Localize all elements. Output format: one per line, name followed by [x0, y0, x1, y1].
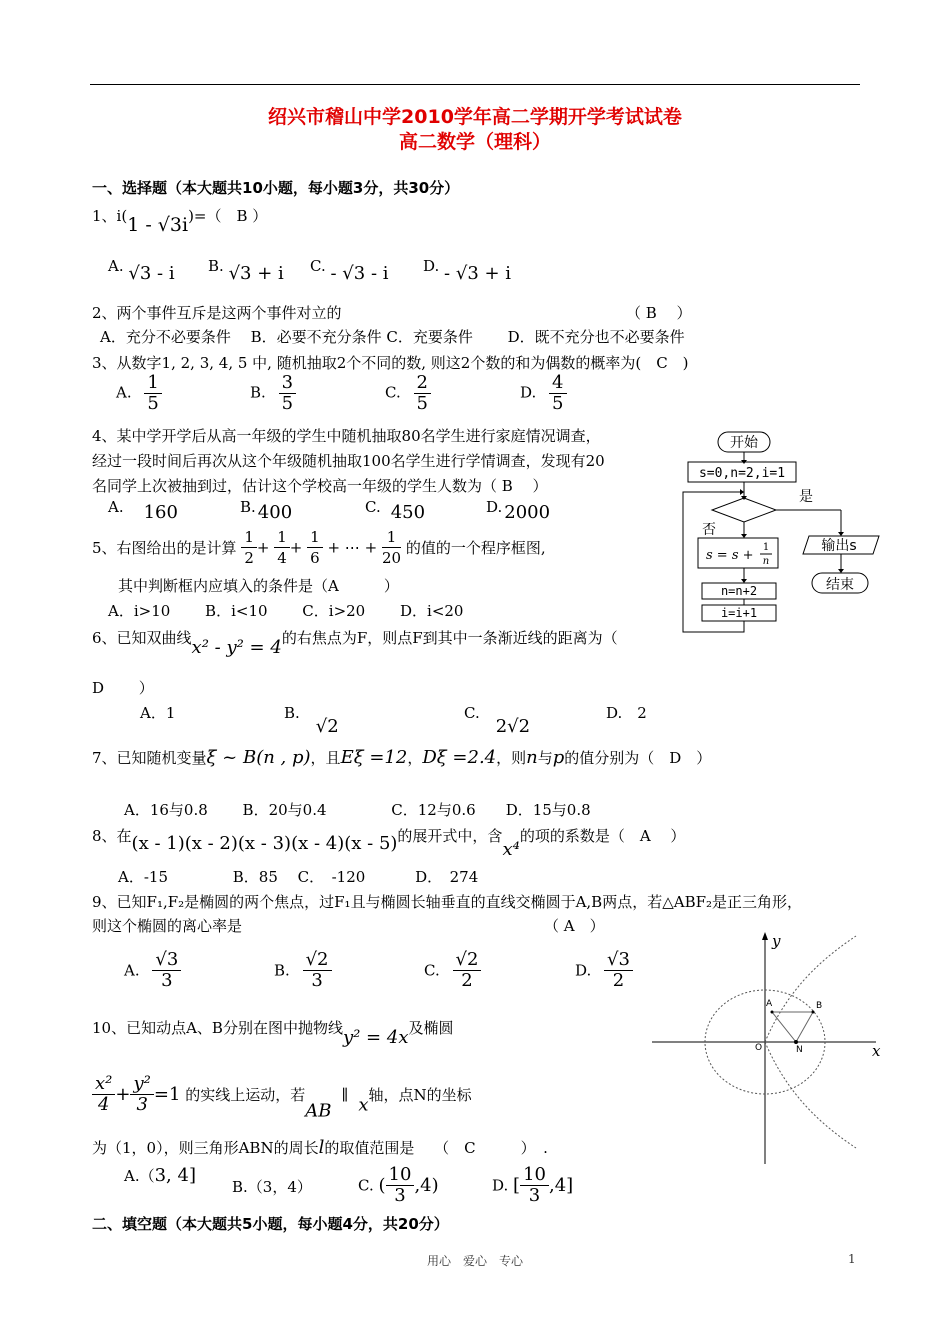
parabola-lower [765, 1042, 856, 1148]
flow-decision [712, 498, 776, 522]
point-a-label: A [766, 999, 773, 1009]
flow-i-label: i=i+1 [720, 606, 758, 620]
q3-option-b: B. $\frac{3}{5}$ [250, 373, 296, 414]
q9-line1: 9、已知F₁,F₂是椭圆的两个焦点，过F₁且与椭圆长轴垂直的直线交椭圆于A,B两点，若△ABF₂是正三角形， [92, 893, 803, 911]
q5-line2: 其中判断框内应填入的条件是（A ） [118, 577, 399, 595]
q5-options: A．i>10 B．i<10 C．i>20 D．i<20 [108, 602, 464, 620]
q9-option-a: A. $\frac{√3}{3}$ [124, 950, 181, 991]
point-n-label: N [796, 1045, 803, 1055]
point-b-label: B [816, 1001, 823, 1011]
q8-stem: 8、在(x - 1)(x - 2)(x - 3)(x - 4)(x - 5)的展开式中，含x⁴的项的系数是（ A ） [92, 827, 686, 860]
q4-option-c: C. 450 [365, 498, 426, 523]
flow-init-label: s=0,n=2,i=1 [698, 466, 786, 481]
q10-option-c: C. ( $\frac{10}{3}$ ,4) [358, 1164, 439, 1206]
x-axis-label: x [872, 1042, 881, 1060]
flow-start-label: 开始 [730, 435, 758, 451]
q1-stem: 1、i(1 - √3i)=（ B ） [92, 207, 268, 236]
q2-stem: 2、两个事件互斥是这两个事件对立的 [92, 304, 342, 322]
flow-no-label: 否 [702, 522, 716, 538]
q1-option-a: A. √3 - i [108, 257, 175, 284]
title-line2: 高二数学（理科） [398, 131, 551, 153]
flow-update-label: s = s + [706, 548, 754, 563]
q3-option-c: C. $\frac{2}{5}$ [385, 373, 431, 414]
q3-option-d: D. $\frac{4}{5}$ [520, 373, 567, 414]
q10-option-b: B.（3，4） [232, 1178, 312, 1196]
q6-option-a: A．1 [140, 704, 176, 722]
q4-line3: 名同学上次被抽到过，估计这个学校高一年级的学生人数为（ B ） [92, 477, 548, 495]
q3-option-a: A. $\frac{1}{5}$ [116, 373, 162, 414]
q6-option-d: D. 2 [606, 704, 647, 722]
parabola-upper [765, 936, 856, 1042]
flowchart [676, 428, 898, 638]
q10-option-d: D. [ $\frac{10}{3}$ ,4] [492, 1164, 574, 1206]
origin-label: O [755, 1043, 763, 1053]
q7-stem: 7、已知随机变量ξ ~ B(n , p)，且Eξ =12，Dξ =2.4，则n与p的值分别为（ D ） [92, 747, 712, 768]
q8-options: A．-15 B．85 C． -120 D． 274 [118, 868, 479, 886]
q10-graph [648, 928, 884, 1168]
section2-heading: 二、填空题（本大题共5小题，每小题4分，共20分） [92, 1215, 449, 1233]
header-rule [90, 84, 860, 85]
y-axis-label: y [772, 932, 781, 950]
q1-option-b: B. √3 + i [208, 257, 284, 284]
q2-answer: （ B ） [626, 304, 692, 322]
q10-option-a: A.（3, 4] [124, 1165, 196, 1186]
q9-line2: 则这个椭圆的离心率是 [92, 917, 243, 935]
flow-end-label: 结束 [826, 577, 854, 593]
q5-stem: 5、右图给出的是计算 $\frac{1}{2}$ + $\frac{1}{4}$ + $\frac{1}{6}$ + ⋯ + $\frac{1}{20}$ 的值的一个程序框图, [92, 528, 546, 567]
q4-line2: 经过一段时间后再次从这个年级随机抽取100名学生进行学情调查，发现有20 [92, 452, 605, 470]
q6-stem: 6、已知双曲线x² - y² = 4的右焦点为F，则点F到其中一条渐近线的距离为（ [92, 629, 618, 658]
flow-output-label: 输出s [821, 538, 857, 554]
q7-options: A．16与0.8 B．20与0.4 C．12与0.6 D．15与0.8 [124, 801, 591, 819]
q9-option-d: D. $\frac{√3}{2}$ [575, 950, 633, 991]
page-number: 1 [848, 1252, 856, 1266]
q9-option-b: B. $\frac{√2}{3}$ [274, 950, 332, 991]
section1-heading: 一、选择题（本大题共10小题，每小题3分，共30分） [92, 179, 460, 197]
flow-update-num: 1 [762, 542, 770, 553]
q1-option-d: D. - √3 + i [423, 257, 512, 284]
q9-answer: （ A ） [544, 917, 605, 935]
q2-options: A．充分不必要条件 B．必要不充分条件 C．充要条件 D．既不充分也不必要条件 [100, 328, 685, 346]
flow-n-label: n=n+2 [720, 584, 758, 598]
q6-option-b: B.√2 [284, 704, 339, 737]
q4-line1: 4、某中学开学后从高一年级的学生中随机抽取80名学生进行家庭情况调查， [92, 427, 601, 445]
title-line1: 绍兴市稽山中学2010学年高二学期开学考试试卷 [268, 106, 682, 128]
q3-stem: 3、从数字1, 2, 3, 4, 5 中, 随机抽取2个不同的数, 则这2个数的和为偶数的概率为( C ) [92, 354, 689, 372]
footer-motto: 用心 爱心 专心 [426, 1254, 523, 1268]
q10-line2: $\frac{\text{x²}}{4}$ + $\frac{\text{y²}}{3}$ =1 的实线上运动，若AB∥ x轴，点N的坐标 [92, 1074, 472, 1122]
q6-option-c: C.2√2 [464, 704, 531, 737]
q4-option-d: D. 2000 [486, 498, 551, 523]
flow-yes-label: 是 [799, 489, 813, 505]
flow-update-den: n [762, 556, 770, 567]
q1-option-c: C. - √3 - i [310, 257, 389, 284]
q6-answer: D ） [92, 679, 154, 697]
q10-line3: 为（1，0），则三角形ABN的周长l的取值范围是 （ C ） . [92, 1137, 548, 1158]
q4-option-a: A. 160 [108, 498, 178, 523]
q4-option-b: B. 400 [240, 498, 293, 523]
q9-option-c: C. $\frac{√2}{2}$ [424, 950, 481, 991]
q10-stem: 10、已知动点A、B分别在图中抛物线y² = 4x及椭圆 [92, 1019, 454, 1048]
